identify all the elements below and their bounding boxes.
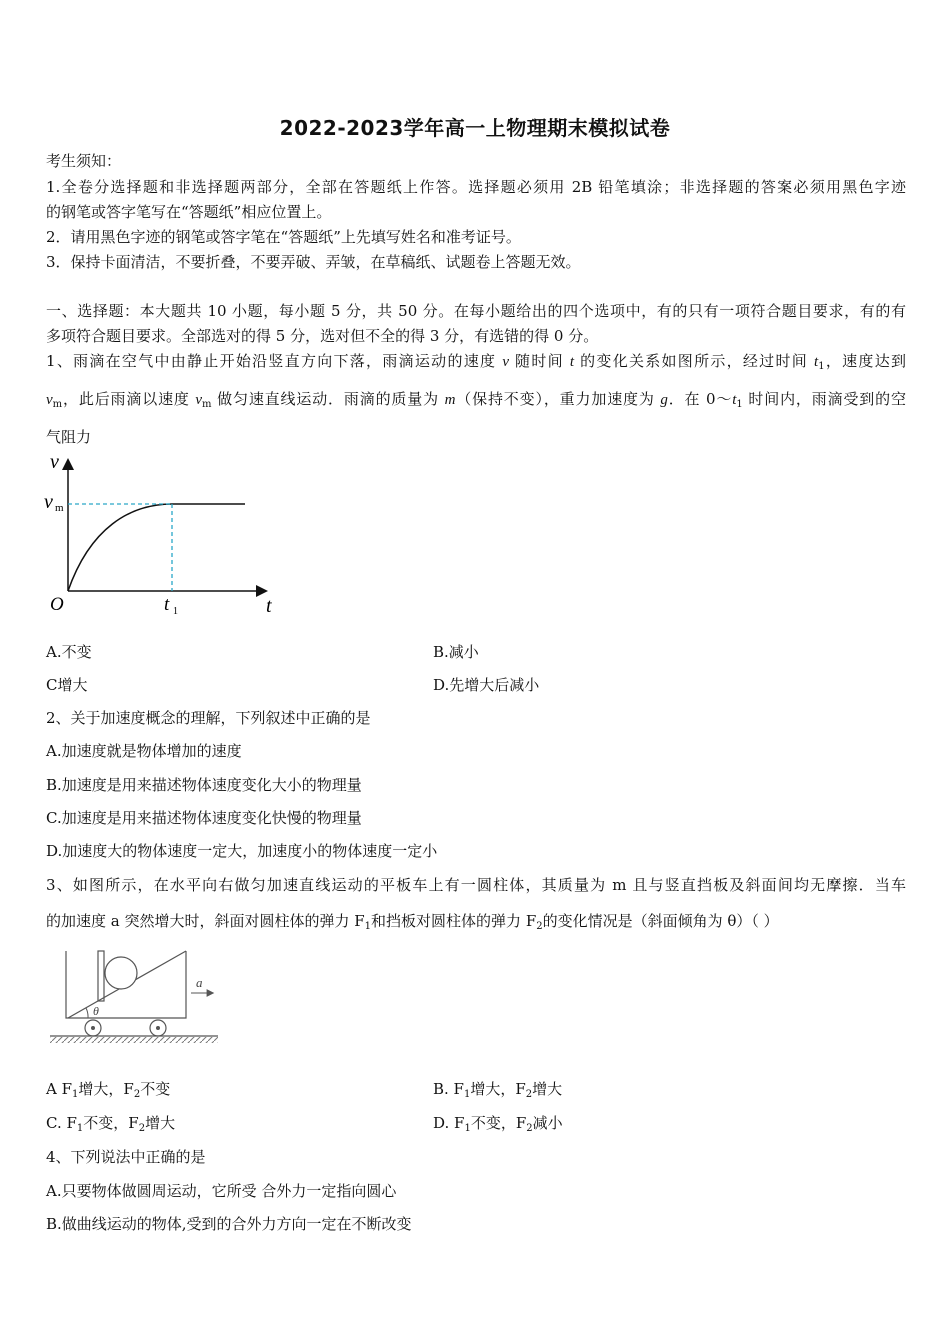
notice-item-3: 3．保持卡面清洁，不要折叠，不要弄破、弄皱，在草稿纸、试题卷上答题无效。: [46, 253, 581, 271]
q1-option-b: B.减小: [433, 643, 479, 661]
q4-stem: 4、下列说法中正确的是: [46, 1148, 206, 1166]
notice-item-1-cont: 的钢笔或答字笔写在“答题纸”相应位置上。: [46, 203, 332, 221]
q4-option-a: A.只要物体做圆周运动，它所受 合外力一定指向圆心: [46, 1182, 397, 1200]
section-intro-line-2: 多项符合题目要求。全部选对的得 5 分，选对但不全的得 3 分，有选错的得 0 分。: [46, 327, 599, 345]
vm-label-sub: m: [55, 502, 64, 514]
y-axis-label: v: [50, 451, 59, 473]
section-intro-line-1: 一、选择题：本大题共 10 小题，每小题 5 分，共 50 分。在每小题给出的四个选项中，有的只有一项符合题目要求，有的有: [46, 302, 906, 320]
q1-stem-line-2: $v_m$，此后雨滴以速度 $v_m$ 做匀速直线运动．雨滴的质量为 m（保持不变），重力加速度为 g．在 $0\sim t_1$ 时间内，雨滴受到的空: [46, 390, 906, 410]
q1-option-a: A.不变: [46, 643, 92, 661]
velocity-curve: [68, 504, 245, 591]
vertical-board: [98, 951, 104, 1001]
theta-label: θ: [93, 1004, 99, 1018]
q2-stem: 2、关于加速度概念的理解，下列叙述中正确的是: [46, 709, 371, 727]
ground-hatch: [50, 1037, 218, 1043]
cylinder: [105, 957, 137, 989]
q3-cart-figure: [46, 945, 226, 1045]
q3-option-d: D. $F_1$不变，$F_2$减小: [433, 1114, 563, 1134]
theta-arc: [86, 1008, 88, 1018]
page-title: 2022-2023学年高一上物理期末模拟试卷: [279, 116, 671, 140]
wheel-right-hub: [156, 1026, 160, 1030]
q2-option-b: B.加速度是用来描述物体速度变化大小的物理量: [46, 776, 362, 794]
q1-option-c: C增大: [46, 676, 88, 694]
notice-item-1: 1.全卷分选择题和非选择题两部分，全部在答题纸上作答。选择题必须用 2B 铅笔填涂；非选择题的答案必须用黑色字迹: [46, 178, 906, 196]
x-axis-label: t: [266, 595, 272, 617]
wheel-left-hub: [91, 1026, 95, 1030]
notice-heading: 考生须知：: [46, 152, 122, 170]
q1-vt-graph: [40, 448, 290, 618]
acceleration-label: a: [196, 975, 203, 990]
origin-label: O: [50, 594, 64, 615]
q2-option-d: D.加速度大的物体速度一定大，加速度小的物体速度一定小: [46, 842, 438, 860]
q3-stem-line-1: 3、如图所示，在水平向右做匀加速直线运动的平板车上有一圆柱体，其质量为 m 且与竖直挡板及斜面间均无摩擦．当车: [46, 876, 906, 894]
q4-option-b: B.做曲线运动的物体,受到的合外力方向一定在不断改变: [46, 1215, 412, 1233]
t1-label: t: [164, 594, 170, 615]
q2-option-c: C.加速度是用来描述物体速度变化快慢的物理量: [46, 809, 362, 827]
q1-stem-line-1: 1、雨滴在空气中由静止开始沿竖直方向下落，雨滴运动的速度 v 随时间 t 的变化关系如图所示，经过时间 $t_1$，速度达到: [46, 352, 906, 372]
notice-item-2: 2．请用黑色字迹的钢笔或答字笔在“答题纸”上先填写姓名和准考证号。: [46, 228, 521, 246]
q3-stem-line-2: 的加速度 a 突然增大时，斜面对圆柱体的弹力 $F_1$和挡板对圆柱体的弹力 $F_2$的变化情况是（斜面倾角为 θ）（ ）: [46, 912, 779, 932]
q2-option-a: A.加速度就是物体增加的速度: [46, 742, 242, 760]
vm-label: v: [44, 491, 53, 513]
q1-stem-line-3: 气阻力: [46, 428, 92, 446]
q3-option-c: C. $F_1$不变，$F_2$增大: [46, 1114, 176, 1134]
q3-option-b: B. $F_1$增大，$F_2$增大: [433, 1080, 563, 1100]
q3-option-a: A $F_1$增大，$F_2$不变: [46, 1080, 171, 1100]
q1-option-d: D.先增大后减小: [433, 676, 540, 694]
t1-label-sub: 1: [173, 606, 178, 617]
